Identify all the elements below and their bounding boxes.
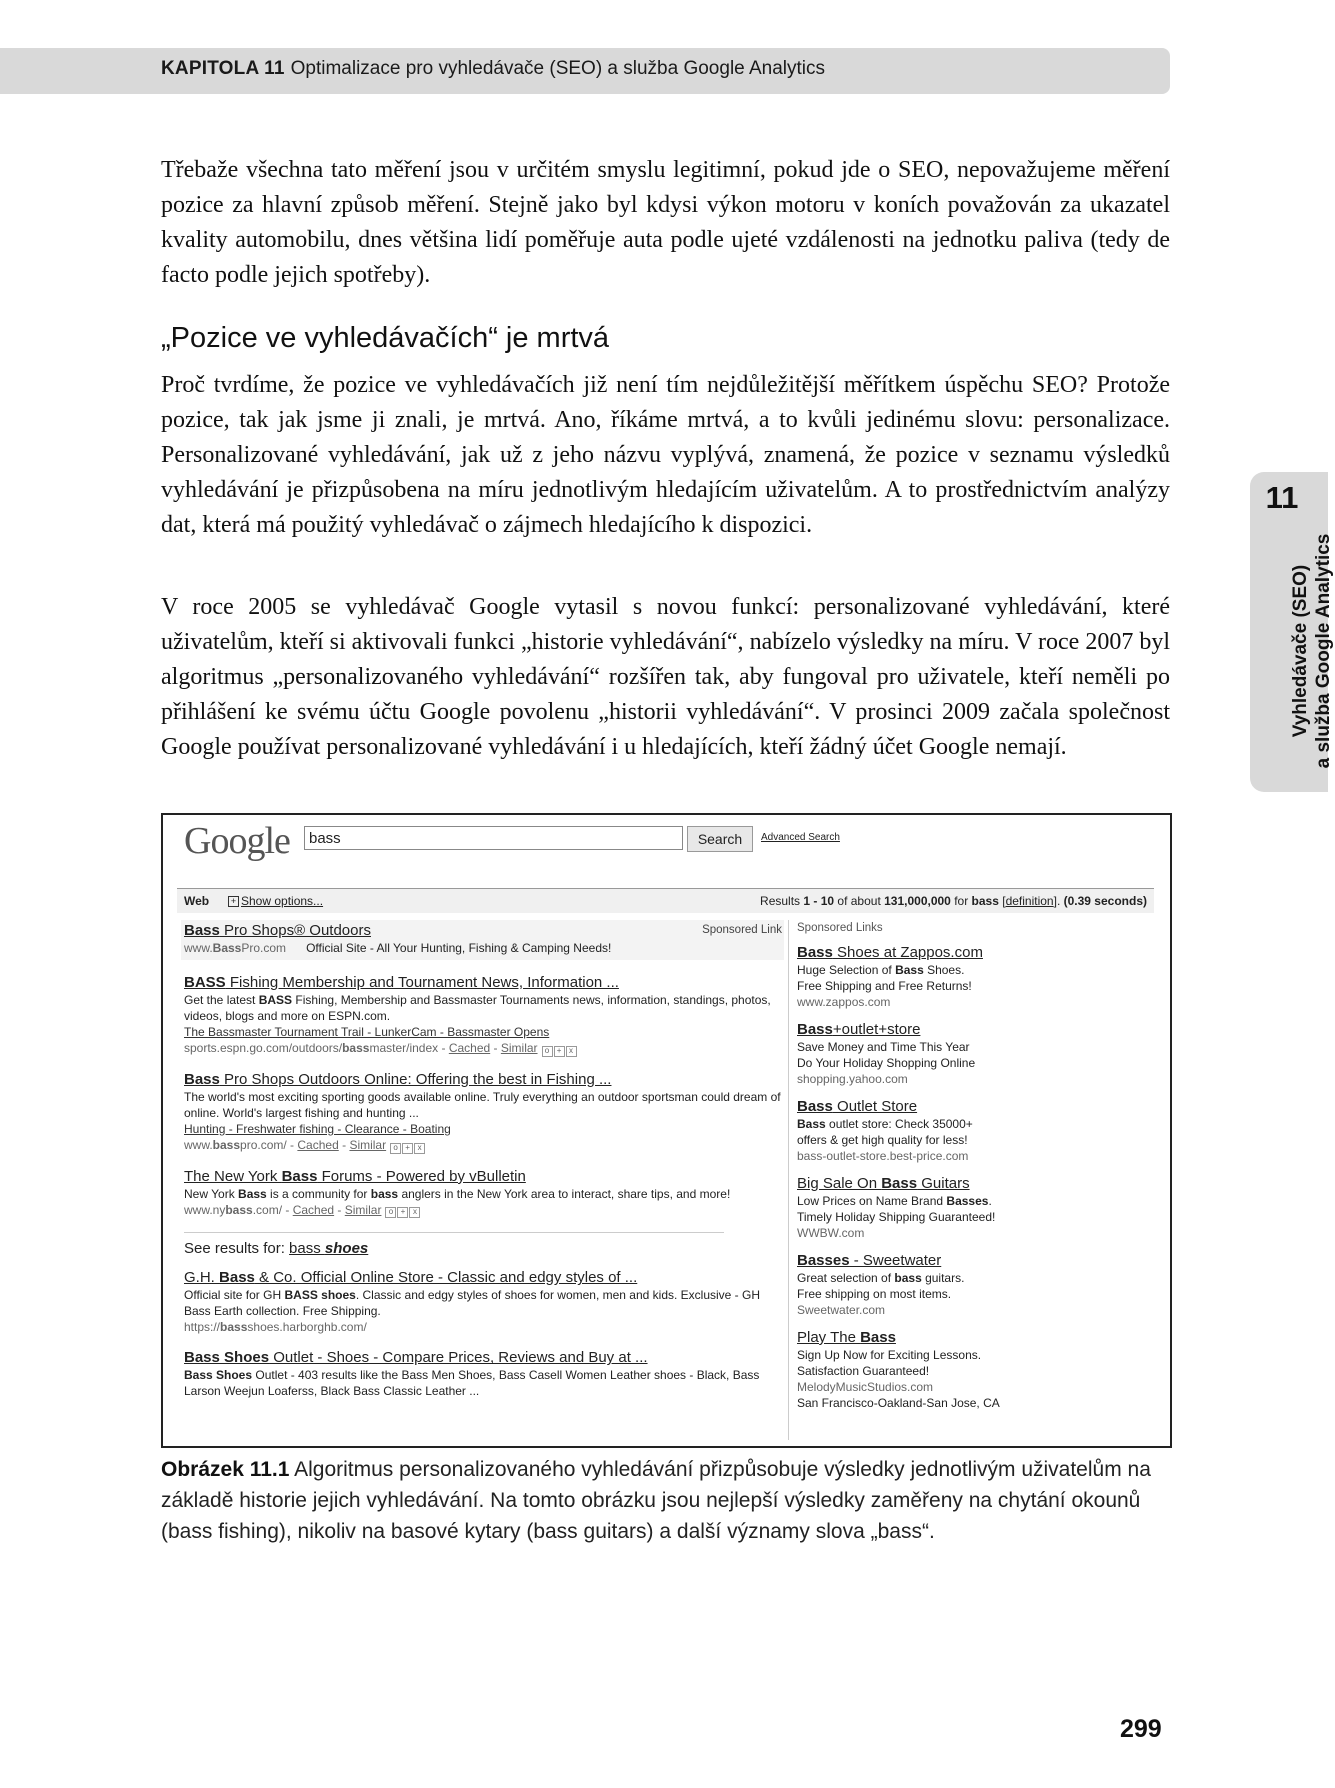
ad-line2: Do Your Holiday Shopping Online [797, 1056, 976, 1070]
see-results-label: See results for: [184, 1240, 290, 1258]
top-ad-title-rest: Pro Shops® Outdoors [219, 922, 371, 939]
ad-url: shopping.yahoo.com [797, 1072, 908, 1086]
ad4-l1-bold: Basses [946, 1194, 989, 1208]
see-results-bold: shoes [324, 1240, 369, 1258]
side-tab-line2: a služba Google Analytics [1313, 533, 1334, 769]
section-heading: „Pozice ve vyhledávačích“ je mrtvá [161, 322, 610, 354]
ad-url: MelodyMusicStudios.com [797, 1380, 934, 1394]
r1-url-post: master/index - [369, 1041, 449, 1055]
ad3-title-bold: Bass [797, 1098, 833, 1115]
remove-icon[interactable]: x [566, 1046, 577, 1057]
result-sitelinks[interactable]: Hunting - Freshwater fishing - Clearance - Boating [184, 1121, 451, 1136]
google-results-screenshot [161, 813, 1172, 1448]
chapter-header [161, 58, 825, 80]
ad5-title-bold: Basses [797, 1252, 850, 1269]
r3-s-post: anglers in the New York area to interact, share tips, and more! [398, 1186, 731, 1201]
ad-line1 [797, 962, 1033, 978]
promote-icon[interactable]: + [397, 1207, 408, 1218]
ad3-l1-post: outlet store: Check 35000+ [825, 1117, 973, 1131]
ad4-title-pre: Big Sale On [797, 1175, 882, 1192]
show-options-link[interactable] [228, 894, 323, 908]
result-sitelinks[interactable]: The Bassmaster Tournament Trail - LunkerCam - Bassmaster Opens [184, 1025, 550, 1039]
see-results-link[interactable] [289, 1240, 368, 1257]
sponsored-ad [797, 1175, 1033, 1241]
see-results-for [184, 1232, 724, 1257]
r1-s2: Fishing, Membership and Bassmaster Tournaments news, information, standings, photos, videos, blogs and more on ESPN.com. [184, 993, 771, 1023]
r5-title-bold: Bass Shoes [184, 1349, 270, 1367]
r3-title-rest: Forums - Powered by vBulletin [317, 1167, 526, 1185]
r3-title-bold: Bass [281, 1167, 318, 1185]
r2-title-rest: Pro Shops Outdoors Online: Offering the best in Fishing ... [219, 1070, 612, 1088]
result-snippet [184, 1367, 784, 1399]
cached-link[interactable]: Cached [292, 1202, 335, 1217]
r3-s-pre: New York [184, 1186, 239, 1201]
r1-title-rest: Fishing Membership and Tournament News, Information ... [225, 974, 619, 991]
ad-url: Sweetwater.com [797, 1303, 886, 1317]
ad4-l1-post: . [988, 1194, 992, 1208]
top-ad-line [184, 940, 781, 956]
r2-url-pre: www. [184, 1137, 213, 1152]
top-ad-desc: Official Site - All Your Hunting, Fishing & Camping Needs! [306, 941, 612, 955]
ad4-l1-pre: Low Prices on Name Brand [797, 1194, 947, 1208]
r3-url-pre: www.ny [184, 1202, 226, 1217]
similar-link[interactable]: Similar [349, 1137, 387, 1152]
plus-icon: + [228, 896, 239, 907]
ad-url: bass-outlet-store.best-price.com [797, 1149, 969, 1163]
ad-line2: Free shipping on most items. [797, 1287, 952, 1301]
search-result [184, 1349, 784, 1399]
r1-s1b: BASS [258, 993, 293, 1007]
comment-icon[interactable]: o [390, 1143, 401, 1154]
side-tab-label [1289, 520, 1335, 782]
r4-url-pre: https:// [184, 1320, 221, 1335]
r1-url-bold: bass [342, 1041, 370, 1055]
result-title[interactable] [184, 1349, 784, 1367]
ad-url: www.zappos.com [797, 995, 891, 1009]
r2-url-bold: bass [212, 1137, 241, 1152]
ad-title[interactable] [797, 1021, 1033, 1039]
paragraph-1: Třebaže všechna tato měření jsou v určitém smyslu legitimní, pokud jde o SEO, nepovažujeme měření pozice za hlavní způsob měření. Stejně jako byl kdysi výkon motoru v koních považován za ukazatel kvality automobilu, dnes většina lidí poměřuje auta podle ujeté vzdálenosti na jednotku paliva (tedy de facto podle jejich spotřeby). [161, 157, 1170, 288]
chapter-title: Optimalizace pro vyhledávače (SEO) a služba Google Analytics [290, 58, 825, 79]
results-mid: of about [834, 894, 885, 908]
remove-icon[interactable]: x [409, 1207, 420, 1218]
result-url: www.basspro.com/ - Cached - Similar o + x [184, 1137, 784, 1154]
ad1-l1-pre: Huge Selection of [797, 963, 896, 977]
search-result [184, 1168, 784, 1219]
r3-s-b1: Bass [238, 1186, 267, 1201]
ad6-title-bold: Bass [860, 1329, 896, 1346]
r1-title-bold: BASS [184, 974, 226, 991]
ad5-l1-bold: bass [894, 1271, 922, 1285]
top-ad-url [184, 941, 286, 955]
result-action-icons [390, 1138, 426, 1154]
ad6-title-pre: Play The [797, 1329, 861, 1346]
ad-line1: Sign Up Now for Exciting Lessons. [797, 1348, 982, 1362]
ad1-l1-bold: Bass [895, 963, 924, 977]
r4-title-bold: Bass [219, 1269, 255, 1287]
page-number: 299 [1120, 1715, 1162, 1743]
ad-title[interactable] [797, 1098, 1033, 1116]
google-logo: Google [184, 820, 290, 862]
result-snippet [184, 1186, 784, 1202]
ad1-l1-post: Shoes. [923, 963, 965, 977]
paragraph-3: V roce 2005 se vyhledávač Google vytasil s novou funkcí: personalizované vyhledávání, které uživatelům, kteří si aktivovali funkci „historie vyhledávání“, nabízelo výsledky na míru. V roce 2007 byl algoritmus „personalizovaného vyhledávání“ rozšířen tak, aby fungoval pro uživatele, kteří neměli po přihlášení ke svému účtu Google povolenu „historii vyhledávání“. V prosinci 2009 začala společnost Google používat personalizované vyhledávání i u hledajících, kteří žádný účet Google nemají. [161, 594, 1170, 760]
ad-line2: offers & get high quality for less! [797, 1133, 968, 1147]
ad-title[interactable] [797, 1252, 1033, 1270]
sponsored-ad [797, 1329, 1033, 1411]
results-for: for [950, 894, 972, 908]
r4-url-post: shoes.harborghb.com/ [247, 1320, 367, 1335]
r2-title-bold: Bass [184, 1070, 220, 1088]
sponsored-ad [797, 1252, 1033, 1318]
ad-url: WWBW.com [797, 1226, 865, 1240]
result-url: sports.espn.go.com/outdoors/bassmaster/index - Cached - Similar o + x [184, 1040, 784, 1057]
result-url: www.nybass.com/ - Cached - Similar o + x [184, 1202, 784, 1219]
result-action-icons [385, 1202, 421, 1218]
figure-caption [161, 1454, 1161, 1547]
r4-url-bold: bass [220, 1320, 248, 1335]
result-snippet [184, 992, 784, 1024]
result-title[interactable] [184, 1269, 784, 1287]
search-result [184, 974, 784, 1057]
top-ad [181, 920, 784, 960]
promote-icon[interactable]: + [554, 1046, 565, 1057]
top-ad-url-pre: www. [184, 941, 213, 955]
ad4-title-bold: Bass [881, 1175, 918, 1192]
ad3-title-rest: Outlet Store [832, 1098, 918, 1115]
search-button[interactable]: Search [687, 826, 753, 852]
ad-line1 [797, 1270, 1033, 1286]
top-ad-title-bold: Bass [184, 922, 220, 939]
comment-icon[interactable]: o [542, 1046, 553, 1057]
ad-title[interactable] [797, 1175, 1033, 1193]
ad3-l1-bold: Bass [797, 1117, 826, 1131]
r2-url-post: pro.com/ - [240, 1137, 298, 1152]
see-results-pre: bass [289, 1240, 325, 1258]
remove-icon[interactable]: x [414, 1143, 425, 1154]
search-result [184, 1071, 784, 1154]
top-ad-url-post: Pro.com [241, 941, 287, 955]
search-result [184, 1269, 784, 1335]
results-range: 1 - 10 [803, 894, 835, 908]
ad-line1: Save Money and Time This Year [797, 1040, 970, 1054]
r4-s-post: . Classic and edgy styles of shoes for women, men and kids. Exclusive - GH Bass Earth collection. Free Shipping. [184, 1288, 761, 1319]
results-toolbar [177, 888, 1154, 913]
r4-s-pre: Official site for GH [184, 1288, 285, 1303]
sponsored-ad [797, 944, 1033, 1010]
r3-url-post: .com/ - [252, 1202, 293, 1217]
top-ad-url-bold: Bass [212, 941, 242, 955]
web-tab[interactable]: Web [184, 894, 210, 908]
result-snippet [184, 1287, 784, 1319]
sponsored-ad [797, 1098, 1033, 1164]
r5-title-rest: Outlet - Shoes - Compare Prices, Reviews and Buy at ... [269, 1349, 648, 1367]
ad-title[interactable] [797, 1329, 1033, 1347]
promote-icon[interactable]: + [402, 1143, 413, 1154]
result-url [184, 1319, 784, 1335]
ad-title[interactable] [797, 944, 1033, 962]
r3-s-b2: bass [370, 1186, 399, 1201]
ad1-title-bold: Bass [797, 944, 833, 961]
sponsored-ad [797, 1021, 1033, 1087]
sponsored-links-label: Sponsored Links [797, 922, 883, 934]
caption-text: Algoritmus personalizovaného vyhledávání přizpůsobuje výsledky jednotlivým uživatelům na základě historie jejich vyhledávání. Na tomto obrázku jsou nejlepší výsledky zaměřeny na chytání okounů (bass fishing), nikoliv na basové kytary (bass guitars) a další významy slova „bass“. [161, 1458, 1151, 1543]
column-divider [788, 920, 789, 1440]
ad1-title-rest: Shoes at Zappos.com [832, 944, 983, 961]
result-title[interactable] [184, 974, 784, 992]
comment-icon[interactable]: o [385, 1207, 396, 1218]
r4-title-pre: G.H. [184, 1269, 220, 1287]
side-tab-line1: Vyhledávače (SEO) [1290, 564, 1311, 738]
sponsored-links-column [797, 920, 1033, 1422]
ad5-l1-post: guitars. [921, 1271, 965, 1285]
cached-link[interactable]: Cached [297, 1137, 339, 1152]
results-count: 131,000,000 [884, 894, 951, 908]
r3-s-mid: is a community for [266, 1186, 371, 1201]
caption-label: Obrázek 11.1 [161, 1458, 290, 1481]
cached-link[interactable]: Cached [448, 1041, 491, 1055]
ad-location: San Francisco-Oakland-San Jose, CA [797, 1396, 1000, 1410]
ad5-l1-pre: Great selection of [797, 1271, 895, 1285]
r3-title-pre: The New York [184, 1167, 282, 1185]
results-time: (0.39 seconds) [1063, 894, 1147, 908]
organic-results [184, 920, 784, 1413]
r5-s-b1: Bass Shoes [184, 1368, 253, 1383]
search-input[interactable] [304, 826, 683, 850]
ad-line2: Free Shipping and Free Returns! [797, 979, 972, 993]
ad5-title-rest: - Sweetwater [849, 1252, 942, 1269]
sponsored-link-label: Sponsored Link [702, 924, 782, 936]
ad4-title-rest: Guitars [917, 1175, 970, 1192]
top-ad-title[interactable] [184, 922, 781, 940]
result-title[interactable] [184, 1071, 784, 1089]
similar-link[interactable]: Similar [500, 1041, 538, 1055]
result-action-icons [542, 1041, 578, 1057]
r1-s1: Get the latest [184, 993, 259, 1007]
results-term: bass [971, 894, 999, 908]
similar-link[interactable]: Similar [344, 1202, 382, 1217]
chapter-number: KAPITOLA 11 [161, 58, 285, 79]
ad-line2: Satisfaction Guaranteed! [797, 1364, 930, 1378]
show-options-label: Show options... [241, 894, 324, 908]
ad-line1 [797, 1193, 1033, 1209]
result-snippet: The world's most exciting sporting goods available online. Truly everything an outdoor sportsman could dream of online. World's largest fishing and hunting ... [184, 1089, 781, 1120]
r5-s-post: Outlet - 403 results like the Bass Men Shoes, Bass Casell Women Leather shoes - Black, Bass Larson Weejun Loaferss, Black Bass Classic Leather ... [184, 1368, 760, 1399]
ad2-title-rest: +outlet+store [832, 1021, 921, 1038]
results-stats: Results 1 - 10 of about 131,000,000 for bass [definition]. (0.39 seconds) [760, 894, 1147, 908]
result-title[interactable] [184, 1168, 784, 1186]
ad2-title-bold: Bass [797, 1021, 833, 1038]
definition-link[interactable]: definition [1005, 894, 1054, 908]
results-prefix: Results [760, 894, 804, 908]
r3-url-bold: bass [225, 1202, 253, 1217]
paragraph-2: Proč tvrdíme, že pozice ve vyhledávačích již není tím nejdůležitější měřítkem úspěchu SEO? Protože pozice, tak jak jsme ji znali, je mrtvá. Ano, říkáme mrtvá, a to kvůli jedinému slovu: personalizace. Personalizované vyhledávání, jak už z jeho názvu vyplývá, znamená, že pozice v seznamu výsledků vyhledávání je přizpůsobena na míru jednotlivým hledajícím uživatelům. A to prostřednictvím analýzy dat, která má použitý vyhledávač o zájmech hledajícího k dispozici. [161, 372, 1170, 538]
side-tab-number: 11 [1265, 480, 1299, 515]
r4-title-rest: & Co. Official Online Store - Classic and edgy styles of ... [254, 1269, 638, 1287]
ad-line1 [797, 1116, 1033, 1132]
ad-line2: Timely Holiday Shipping Guaranteed! [797, 1210, 996, 1224]
r1-url-pre: sports.espn.go.com/outdoors/ [184, 1041, 343, 1055]
advanced-search-link[interactable]: Advanced Search [761, 832, 840, 843]
r4-s-b1: BASS shoes [284, 1288, 356, 1303]
